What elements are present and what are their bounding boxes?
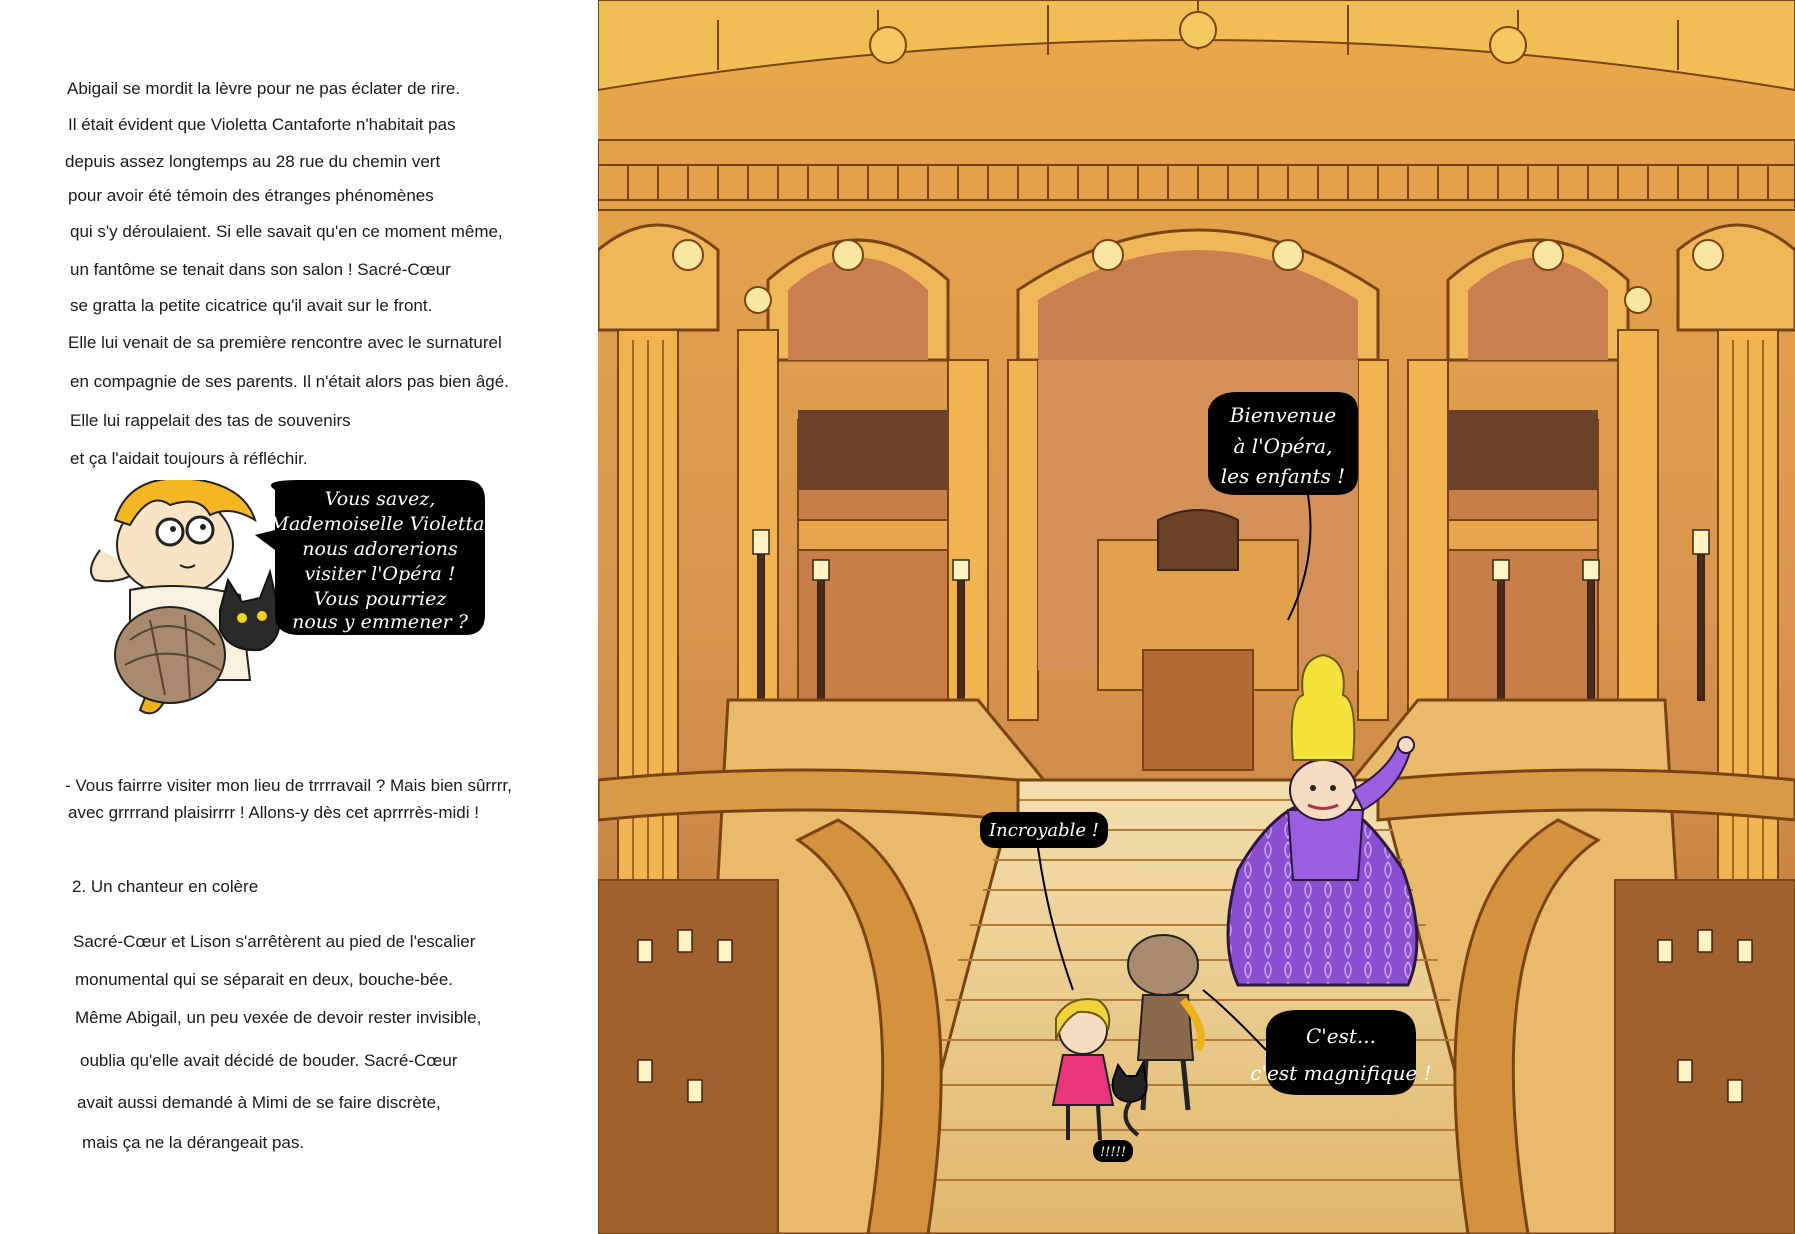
opera-grand-staircase <box>598 0 1795 1234</box>
welcome-line-1: Bienvenue <box>1229 403 1337 427</box>
para2-line-6: mais ça ne la dérangeait pas. <box>82 1133 305 1152</box>
welcome-line-3: les enfants ! <box>1220 464 1346 488</box>
svg-text:visiter l'Opéra ! <box>304 563 455 585</box>
para1-line-2: Il était évident que Violetta Cantaforte n'habitait pas <box>68 115 456 134</box>
magnifique-line-2: c'est magnifique ! <box>1250 1061 1432 1085</box>
incroyable-text: Incroyable ! <box>988 820 1100 841</box>
para1-line-11: et ça l'aidait toujours à réfléchir. <box>70 449 308 468</box>
cap <box>115 607 225 703</box>
bubble-line-4: visiter l'Opéra ! <box>304 563 456 585</box>
para1-line-7: se gratta la petite cicatrice qu'il avait sur le front. <box>70 296 433 315</box>
svg-text:Mademoiselle Violetta, <box>268 513 490 535</box>
svg-text:C'est... <box>1306 1024 1376 1048</box>
svg-text:à l'Opéra, <box>1233 434 1332 458</box>
svg-text:nous adorerions <box>302 538 458 560</box>
svg-text:Bienvenue <box>1229 403 1337 427</box>
comic-panel <box>70 480 570 770</box>
para1-line-10: Elle lui rappelait des tas de souvenirs <box>70 411 351 430</box>
bubble-cat <box>1093 1140 1133 1162</box>
para1-line-3: depuis assez longtemps au 28 rue du chemin vert <box>65 152 441 171</box>
para1-line-5: qui s'y déroulaient. Si elle savait qu'en ce moment même, <box>70 222 503 241</box>
para2-line-1: Sacré-Cœur et Lison s'arrêtèrent au pied de l'escalier <box>73 932 476 951</box>
para2-line-2: monumental qui se séparait en deux, bouche-bée. <box>75 970 454 989</box>
para1-line-6: un fantôme se tenait dans son salon ! Sacré-Cœur <box>70 260 451 279</box>
left-text-page <box>0 0 598 1234</box>
bubble-line-2: Mademoiselle Violetta, <box>269 513 491 535</box>
chapter-title: 2. Un chanteur en colère <box>72 877 259 896</box>
dialogue-line-2: avec grrrrand plaisirrrr ! Allons-y dès cet aprrrrès-midi ! <box>68 803 479 822</box>
bubble-line-3: nous adorerions <box>302 538 458 560</box>
para1-line-1: Abigail se mordit la lèvre pour ne pas éclater de rire. <box>67 79 461 98</box>
opera-illustration <box>598 0 1795 1234</box>
para1-line-4: pour avoir été témoin des étranges phénomènes <box>68 186 434 205</box>
para2-line-3: Même Abigail, un peu vexée de devoir rester invisible, <box>75 1008 482 1027</box>
welcome-line-2: à l'Opéra, <box>1233 434 1333 458</box>
para2-line-5: avait aussi demandé à Mimi de se faire discrète, <box>77 1093 441 1112</box>
svg-text:Vous pourriez <box>314 588 448 610</box>
para1-line-8: Elle lui venait de sa première rencontre avec le surnaturel <box>68 333 502 352</box>
svg-text:nous y emmener ? <box>292 611 469 633</box>
para1-line-9: en compagnie de ses parents. Il n'était alors pas bien âgé. <box>70 372 509 391</box>
cat-mimi <box>220 572 280 650</box>
comic-illustration <box>70 480 570 770</box>
svg-text:c'est magnifique ! <box>1250 1061 1431 1085</box>
para2-line-4: oublia qu'elle avait décidé de bouder. Sacré-Cœur <box>80 1051 458 1070</box>
dialogue-line-1: - Vous fairrre visiter mon lieu de trrrravail ? Mais bien sûrrrr, <box>65 776 512 795</box>
glasses <box>157 519 183 545</box>
bubble-line-6: nous y emmener ? <box>292 611 468 633</box>
bubble-line-5: Vous pourriez <box>313 588 447 610</box>
bubble-line-1: Vous savez, <box>324 488 436 510</box>
magnifique-line-1: C'est... <box>1305 1024 1377 1048</box>
svg-text:les enfants ! <box>1221 464 1345 488</box>
cat-exclaim-text: !!!!! <box>1099 1145 1127 1160</box>
